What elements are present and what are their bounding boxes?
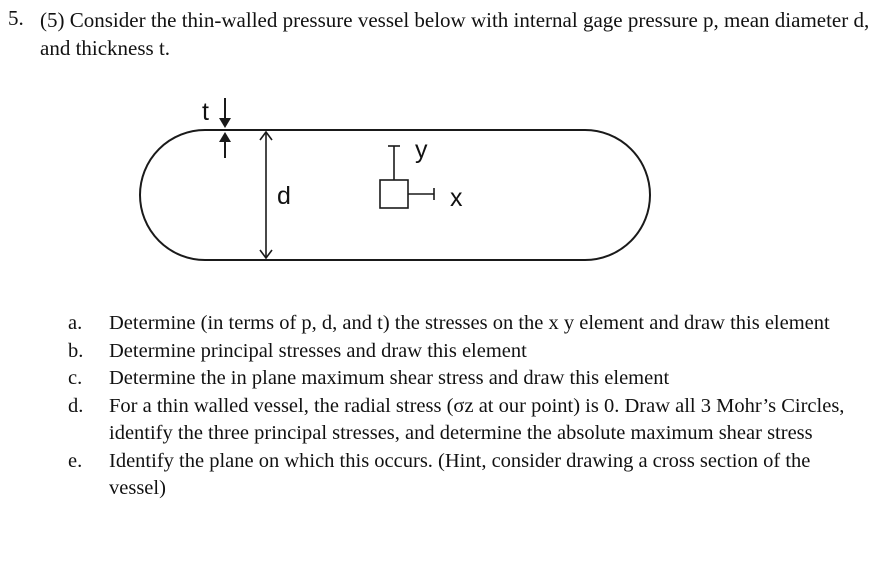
part-letter: e.	[68, 449, 83, 472]
question-parts	[68, 310, 868, 503]
part-e	[68, 448, 868, 503]
pressure-vessel-diagram	[130, 88, 670, 273]
part-b	[68, 338, 868, 366]
thickness-label: t	[202, 98, 209, 126]
part-d	[68, 393, 868, 448]
x-axis-label: x	[450, 184, 463, 212]
part-letter: d.	[68, 394, 84, 417]
vessel-outline	[140, 130, 650, 260]
part-letter: a.	[68, 312, 83, 334]
y-axis-label: y	[415, 136, 428, 164]
diameter-arrow	[260, 132, 272, 258]
part-text: Determine (in terms of p, d, and t) the stresses on the x y element and draw this element	[109, 312, 830, 334]
problem-statement: (5) Consider the thin-walled pressure vessel below with internal gage pressure p, mean diameter d, and thickness t.	[40, 8, 870, 60]
part-text: Identify the plane on which this occurs. (Hint, consider drawing a cross section of the vessel)	[109, 449, 811, 499]
part-a	[68, 310, 868, 338]
part-text: Determine the in plane maximum shear stress and draw this element	[109, 367, 670, 389]
part-letter: b.	[68, 339, 84, 362]
part-letter: c.	[68, 367, 83, 389]
stress-element	[380, 180, 408, 208]
part-c	[68, 365, 868, 393]
part-text: For a thin walled vessel, the radial stress (σz at our point) is 0. Draw all 3 Mohr’s Circles, identify the three principal stresses, and determine the absolute maximum shear stress	[109, 394, 845, 444]
thickness-arrows	[219, 98, 231, 158]
diameter-label: d	[277, 182, 291, 210]
problem-number: 5.	[8, 6, 24, 30]
part-text: Determine principal stresses and draw this element	[109, 339, 527, 362]
